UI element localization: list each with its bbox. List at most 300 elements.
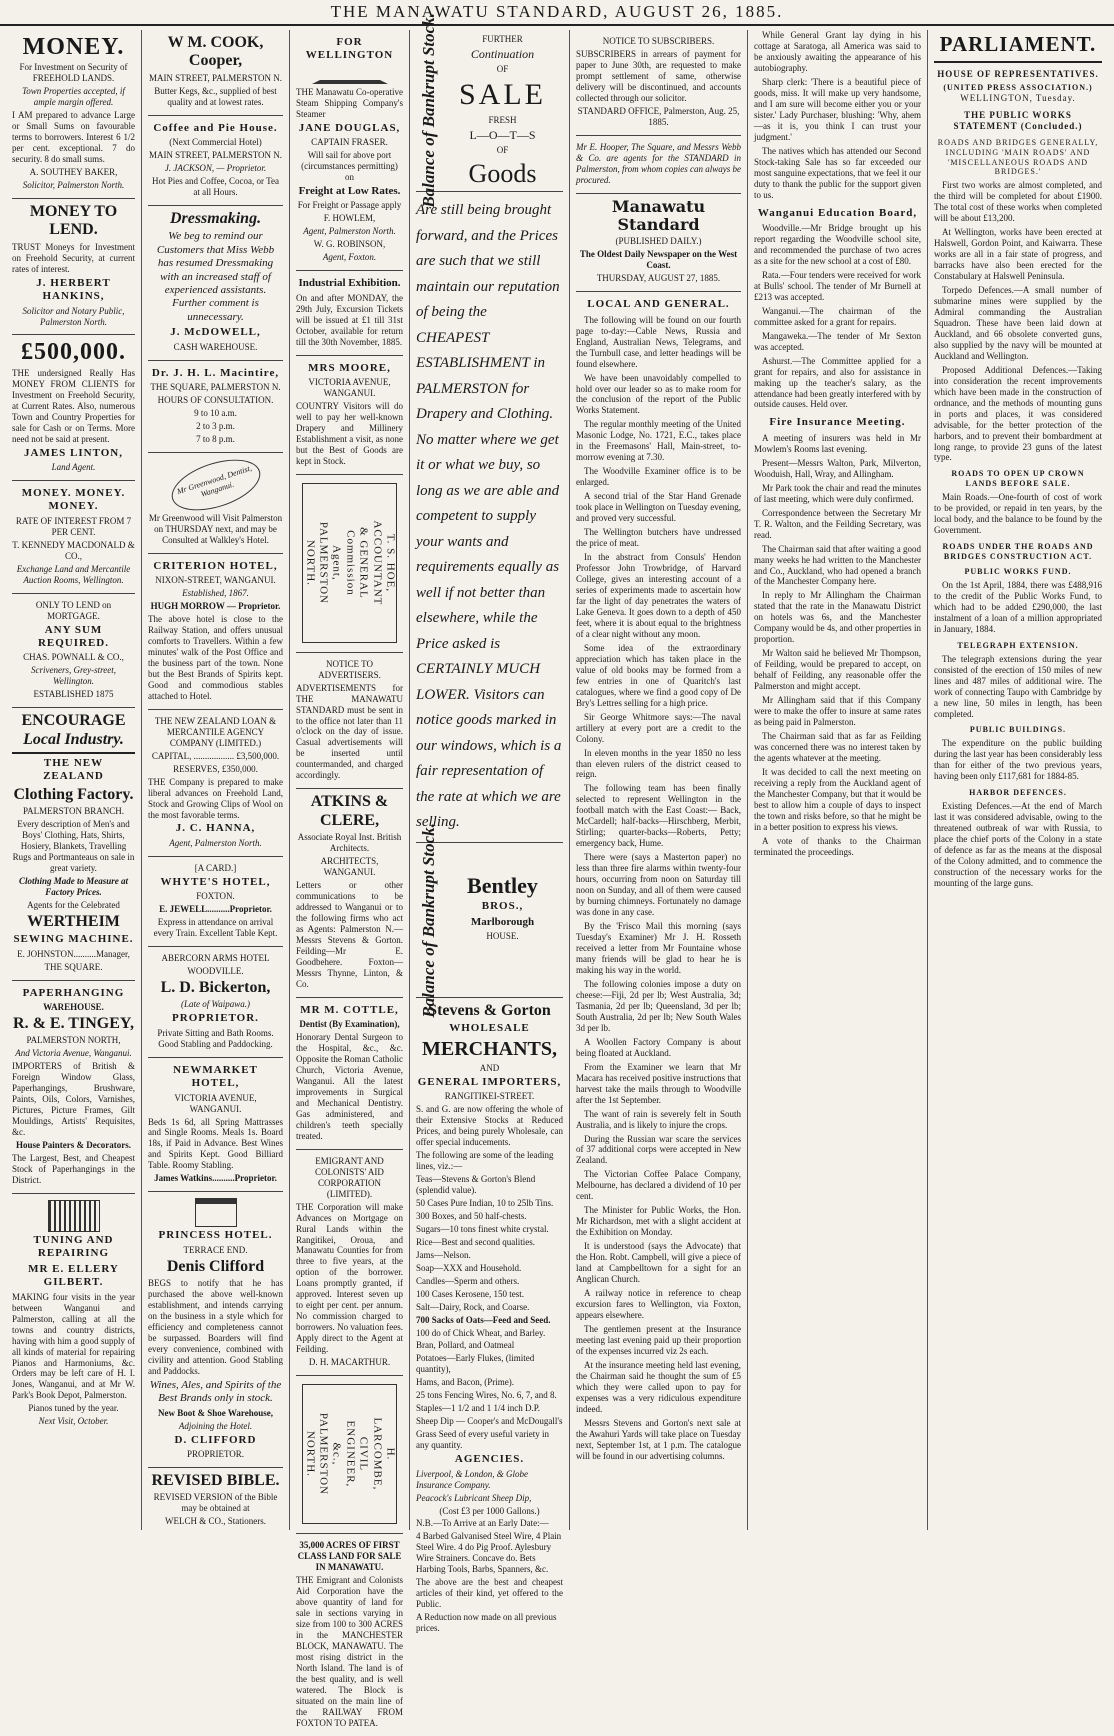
ad-subheading: (Late of Waipawa.) [181,999,250,1010]
list-item: Potatoes—Early Flukes, (limited quantity), [416,1353,535,1375]
ad-subheading: SEWING MACHINE. [13,933,134,946]
ad-emigrant-corp [296,1150,403,1376]
news-column [754,30,921,201]
ad-subheading: NIXON-STREET, WANGANUI. [155,575,276,586]
news-paragraph: Main Roads.—One-fourth of cost of work to be provided, or repaid in ten years, by the local body, and the balance to be found by the Government. [934,491,1102,535]
ad-subheading: Freight at Low Rates. [298,185,401,197]
news-column [934,801,1102,889]
ad-heading: Stevens & Gorton [428,1001,551,1019]
rotated-ad-box [302,483,397,643]
news-column [934,580,1102,635]
news-paragraph: It is understood (says the Advocate) that the Hon. Robt. Campbell, will give a piece of land at Campbelltown for a sight for an Anglican Church. [576,1241,741,1285]
ad-larcombe [296,1376,403,1534]
ad-text: Honorary Dental Surgeon to the Hospital, &c., &c. Opposite the Roman Catholic Church, Victoria Avenue, Wanganui. All the latest improvements in Surgical and Mechanical Dentistry. Gas administered, and children's teeth specially treated. [296,1032,403,1141]
ad-subheading: AGENCIES. [454,1453,525,1466]
ad-signature: E. JEWELL..........Proprietor. [159,904,272,915]
ad-signature-role: Solicitor and Notary Public, Palmerston North. [22,305,125,327]
section-title: PARLIAMENT. [939,32,1097,56]
ad-text: Adjoining the Hotel. [178,1420,253,1431]
ad-text: Butter Kegs, &c., supplied of best quality and at lowest rates. [154,85,277,107]
news-paragraph: A second trial of the Star Hand Grenade took place in Wellington on Tuesday evening, and proved very successful. [576,491,741,524]
column-5 [570,30,748,1530]
ad-heading: £500,000. [21,339,126,366]
ad-heading: EMIGRANT AND COLONISTS' AID CORPORATION (LIMITED). [315,1155,384,1199]
news-paragraph: Mr Park took the chair and read the minutes of last meeting, which were duly confirmed. [754,482,921,504]
ad-subheading: HOURS OF CONSULTATION. [157,394,274,405]
ad-signature: J. McDOWELL, [170,326,261,339]
news-paragraph: Proposed Additional Defences.—Taking into consideration the recent improvements which have been made in the construction of ordnance, and the methods of mounting guns in ports and places, it was considered advisable, for the better protection of the harbors, and to prevent their bombardment at long range, to provide 23 guns of the latest type. [934,364,1102,463]
ad-signature: CHAS. POWNALL & CO., [23,652,124,663]
list-item: 50 Cases Pure Indian, 10 to 25lb Tins. [416,1197,554,1208]
news-paragraph: The expenditure on the public building during the last year has been considerably less than for either of the two previous years, having been only £117,681 for 1884-85. [934,738,1102,782]
list-item: 4 Barbed Galvanised Steel Wire, 4 Plain Steel Wire. 4 do Pig Proof. Aylesbury Wire Strainers. Concave do. Bets Harbing Tools, Barbs, Spanners, &c. [416,1531,562,1575]
ad-text: For Freight or Passage apply [297,200,402,211]
section-subtitle: TELEGRAPH EXTENSION. [957,640,1079,650]
ad-signature-role: Exchange Land and Mercantile Auction Rooms, Wellington. [16,563,131,585]
ad-heading: THE NEW ZEALAND LOAN & MERCANTILE AGENCY COMPANY (LIMITED.) [154,715,277,748]
ad-pownall [12,594,135,709]
ad-subheading: RATE OF INTEREST FROM 7 PER CENT. [15,515,132,537]
ad-subheading: WHOLESALE [449,1022,530,1035]
column-1 [6,30,142,1530]
news-paragraph: Mangaweka.—The tender of Mr Sexton was accepted. [754,330,921,352]
ad-heading: Local Industry. [23,730,124,748]
ad-nz-loan [148,710,283,857]
ad-whytes-hotel [148,857,283,947]
ad-text: The Largest, Best, and Cheapest Stock of Paperhangings in the District. [12,1153,135,1186]
list-item: Salt—Dairy, Rock, and Coarse. [416,1301,530,1312]
news-paragraph: Mr Allingham said that if this Company were to make the offer to insure at same rates as being paid in Palmerston. [754,695,921,728]
ad-text: Are still being brought forward, and the Prices are such that we still maintain our reputation of being the CHEAPEST ESTABLISHMENT in PALMERSTON for Drapery and Clothing. No matter where we get it or what we buy, so long as we are able and competent to supply your wants and requirements equally as well if not better than elsewhere, while the Price asked is CERTAINLY MUCH LOWER. Visitors can notice goods marked in our windows, which is a fair representation of the rate at which we are selling. [416,202,562,831]
ad-cottle [296,998,403,1150]
ad-text: FURTHER [482,34,523,44]
ad-text: S. and G. are now offering the whole of their Extensive Stocks at Reduced Prices, and being purely Wholesale, can offer special inducements. [416,1104,563,1147]
ad-money-baker [12,30,135,199]
news-paragraph: The telegraph extensions during the year consisted of the erection of 150 miles of new lines and 487 miles of additional wire. The work of connecting Taupo with Cambridge by a new line, 50 miles in length, has been completed. [934,653,1102,719]
ad-signature-role: Agent, Palmerston North. [169,837,262,848]
news-paragraph: There were (says a Masterton paper) no less than three fire alarms within twenty-four hours, occurring from noon on Saturday till noon on Sunday, and all of them were caused by burning chimneys. Fortunately no damage was done in any case. [576,852,741,918]
ad-tingey [12,981,135,1194]
ad-heading: MONEY. MONEY. MONEY. [21,487,126,513]
column-7 [928,30,1108,1530]
ad-subheading: JANE DOUGLAS, [298,121,401,134]
ad-heading: SALE [459,77,546,111]
ad-heading: W M. COOK, [167,34,264,51]
ad-bentley-sale [416,13,563,209]
news-paragraph: Some idea of the extraordinary appreciation which has taken place in the value of old books may be formed from a few entries in one of Quaritch's last catalogues, where we find a good copy of De Bry's Lettres selling for a high price. [576,642,741,708]
news-paragraph: Torpedo Defences.—A small number of submarine mines were supplied by the Admiral commanding the Australian Squadron. These have been laid down at Auckland, and 66 obsolete converted guns, also supplied by the navy will be mounted at Auckland and Wellington. [934,284,1102,361]
list-item: Candles—Sperm and others. [416,1275,520,1286]
column-4 [410,13,570,1634]
news-paragraph: At the insurance meeting held last evening, the Chairman said he thought the sum of £5 which they were called upon to pay for expenses was a very ridiculous expenditure indeed. [576,1359,741,1414]
section-subtitle: THE PUBLIC WORKS STATEMENT (Concluded.) [953,110,1083,132]
ad-text: Beds 1s 6d, all Spring Mattrasses and Single Rooms. Meals 1s. Board 18s, if Paid in Advance. Best Wines and Spirits Kept. Good Billiard Table. Roomy Stabling. [148,1116,283,1171]
ad-newmarket [148,1058,283,1193]
list-item: Jams—Nelson. [416,1249,471,1260]
news-paragraph: First two works are almost completed, and the third will be completed for about £1900. The total cost of these works when completed will be about £13,200. [934,180,1102,224]
news-paragraph: By the 'Frisco Mail this morning (says Tuesday's Examiner) Mr J. H. Rosseth received a letter from Mr Fountaine whose many friends will be glad to hear he is making his way in the world. [576,921,741,975]
divider [12,752,135,754]
news-paragraph: While General Grant lay dying in his cottage at Saratoga, all America was said to be anxiously awaiting the appearance of his autobiography. [754,30,921,73]
list-item: 300 Boxes, and 50 half-chests. [416,1210,527,1221]
news-paragraph: In reply to Mr Allingham the Chairman stated that the rate in the Manawatu District on hotels was 6s, and the Manchester Company would be 4s, and other properties in proportion. [754,590,921,645]
ad-stevens-gorton [416,998,563,1641]
ad-text: I AM prepared to advance Large or Small Sums on favourable terms to borrowers. Interest 6 1/2 per cent. exceptional. 7 do security. 8 do small sums. [12,110,135,165]
ad-text: Mr Greenwood will Visit Palmerston on THURSDAY next, and may be Consulted at Walkley's Hotel. [148,512,283,545]
ad-signature: E. JOHNSTON..........Manager, [17,948,130,959]
ad-revised-bible [148,1468,283,1534]
ad-heading: ONLY TO LEND on MORTGAGE. [35,599,112,621]
ad-signature-role: PROPRIETOR. [186,1448,245,1459]
ad-text: We beg to remind our Customers that Miss Webb has resumed Dressmaking with an increased staff of experienced assistants. Further comment is unnecessary. [156,230,275,323]
ad-subheading: CAPTAIN FRASER. [311,137,388,148]
ad-heading: TUNING AND REPAIRING [33,1234,114,1260]
ad-heading: PRINCESS HOTEL. [158,1229,273,1242]
news-paragraph: Wanganui.—The chairman of the committee asked for a grant for repairs. [754,305,921,327]
list-item: Bran, Pollard, and Oatmeal [416,1340,515,1351]
ad-subheading: For Investment on Security of FREEHOLD LANDS. [19,62,128,84]
ad-heading: CRITERION HOTEL, [153,559,278,572]
ad-signature: JAMES LINTON, [24,446,123,459]
ad-heading: R. & E. TINGEY, [13,1015,134,1033]
ad-heading: WHYTE'S HOTEL, [160,875,271,888]
list-item: 100 Cases Kerosene, 150 test. [416,1288,524,1299]
ad-heading: MRS MOORE, [308,361,391,374]
ad-signature: J. JACKSON, — Proprietor. [164,163,267,174]
ad-subheading: Marlborough [470,915,535,928]
vertical-banner-left [416,822,442,1018]
news-paragraph: The Woodville Examiner office is to be enlarged. [576,466,741,488]
sale-announcement [442,32,563,189]
ad-heading: WERTHEIM [27,912,120,930]
ad-subheading: GENERAL IMPORTERS, [417,1075,562,1088]
news-paragraph: The natives which has attended our Second Stock-taking Sale has so far exceeded our most sanguine expectations, that we feel it our duty to thank the public for the support given to us. [754,145,921,200]
ad-dressmaking [148,206,283,361]
news-column [934,492,1102,536]
news-column [754,433,921,858]
ad-atkins-clere [296,789,403,997]
list-item: Teas—Stevens & Gorton's Blend (splendid value). [416,1173,536,1195]
ad-criterion-hotel [148,554,283,710]
news-paragraph: A Woollen Factory Company is about being floated at Auckland. [576,1036,741,1058]
ad-kennedy [12,481,135,594]
steamship-illustration [312,66,388,84]
ad-subheading: MAIN STREET, PALMERSTON N. [148,150,283,161]
news-paragraph: From the Examiner we learn that Mr Macara has received positive instructions that harvest take the mails through to Woodville after the 1st September. [576,1061,741,1105]
section-subtitle: PUBLIC WORKS FUND. [964,567,1072,577]
news-paragraph: The Minister for Public Works, the Hon. Mr Richardson, met with a slight accident at the Exhibition on Monday. [576,1205,741,1238]
news-paragraph: We have been unavoidably compelled to hold over our leader so as to make room for the conclusion of the report of the Public Works Statement. [576,372,741,416]
ad-text: OF [496,144,509,155]
ad-heading: FOR WELLINGTON [305,36,394,62]
list-item: 700 Sacks of Oats—Feed and Seed. [416,1314,551,1325]
news-paragraph: A meeting of insurers was held in Mr Mowlem's Rooms last evening. [754,432,921,454]
ad-heading: ABERCORN ARMS HOTEL [161,953,270,964]
ad-text: 7 to 8 p.m. [196,433,235,444]
ad-text: Mr E. Hooper, The Square, and Messrs Webb & Co. are agents for the STANDARD in Palmerston, from whom copies can always be procured. [576,141,741,185]
rotated-ad-box [302,1384,397,1524]
ad-jane-douglas [296,30,403,271]
ad-manchester-block [296,1534,403,1735]
ad-notice-advertisers [296,653,403,790]
ad-footer: ESTABLISHED 1875 [33,689,114,700]
section-subtitle: ROADS TO OPEN UP CROWN LANDS BEFORE SALE. [951,469,1085,489]
news-paragraph: The Victorian Coffee Palace Company, Melbourne, has declared a dividend of 10 per cent. [576,1169,741,1202]
ad-signature: HUGH MORROW — Proprietor. [150,601,281,612]
ad-subheading: HOUSE. [486,931,519,942]
ad-cook [148,30,283,116]
ad-subheading: (PUBLISHED DAILY.) [615,236,702,247]
rotated-ad-text: T. S. HOE, ACCOUNTANT & GENERAL Commission Agent, PALMERSTON NORTH. [303,520,397,606]
ad-heading: MONEY. [22,34,125,60]
divider [934,61,1102,63]
ad-subheading: (Next Commercial Hotel) [169,137,262,148]
ad-subheading: THE NEW ZEALAND [43,757,104,783]
ad-mrs-moore [296,356,403,475]
news-column [576,315,741,1462]
news-paragraph: At Wellington, works have been erected at Halswell, Gordon Point, and Kaiwarra. These works are all in a fair state of progress, and barracks have also been erected for the Constabulary at Halswell Peninsula. [934,227,1102,281]
ad-heading: NOTICE TO SUBSCRIBERS. [602,36,715,46]
ad-heading: REVISED BIBLE. [151,1471,280,1489]
ad-text: Agents for the Celebrated [27,900,120,911]
paper-nameplate [576,194,741,293]
ad-text: BEGS to notify that he has purchased the above well-known establishment, and intends carrying on the business in a style which for efficiency and completeness cannot be surpassed. Boarders will find every convenience, combined with civility and attention. Good Stabling and Paddocks. [148,1278,283,1376]
newspaper-nameplate: Manawatu Standard [611,196,706,235]
list-item: Staples—1 1/2 and 1 1/4 inch D.P. [416,1403,540,1414]
ad-subheading: Established, 1867. [182,588,249,599]
ad-text: Next Visit, October. [38,1416,109,1427]
news-paragraph: A railway notice in reference to cheap excursion fares to Wellington, via Foxton, appears elsewhere. [576,1288,741,1321]
ad-subheading: MR E. ELLERY GILBERT. [28,1262,119,1289]
ad-ts-hoe [296,475,403,653]
ad-signature: STANDARD OFFICE, Palmerston, Aug. 25, 1885. [577,105,740,127]
news-paragraph: It was decided to call the next meeting on receiving a reply from the Auckland agent of the Manchester Company, but that it would be best to allow him a couple of days to inspect the town and risks before, so that he might be in a better position to express his views. [754,766,921,832]
news-paragraph: The following team has been finally selected to represent Wellington in the football match with the East Coast:— Back, McCardell; half-backs—Hirschberg, Merbit, Stirling; quarter-backs—Roberts, Petty; emergency back, Hume. [576,783,741,849]
ad-heading: L. D. Bickerton, [160,979,271,997]
vertical-banner-text: Balance of Bankrupt Stock. [418,13,438,209]
ad-heading: ATKINS & CLERE, [310,793,389,829]
ad-signature: J. C. HANNA, [175,822,256,835]
ad-greenwood [148,453,283,554]
ad-text: On and after MONDAY, the 29th July, Excursion Tickets will be issued at £1 till 31st October, available for return till the 30th November, 1885. [296,292,403,347]
ad-coffee-house [148,116,283,206]
ad-heading: Bentley [467,872,538,898]
ad-bentley-script [416,192,563,843]
ad-text: And Victoria Avenue, Wanganui. [15,1048,132,1059]
news-column [754,223,921,411]
ad-subheading: ARCHITECTS, WANGANUI. [320,856,379,877]
ad-text: Private Sitting and Bath Rooms. Good Stabling and Paddocking. [157,1027,274,1049]
news-paragraph: The Chairman said that as far as Feilding was concerned there was no interest taken by the agents whatever at the meeting. [754,731,921,763]
ad-text: SUBSCRIBERS in arrears of payment for paper to June 30th, are requested to make prompt settlement of same, otherwise delivery will be discontinued, and accounts collected through our solicitor. [576,48,741,103]
ad-signature: D. H. MACARTHUR. [308,1357,391,1368]
ad-text: Hot Pies and Coffee, Cocoa, or Tea at all Hours. [151,176,279,197]
ad-signature: J. HERBERT HANKINS, [36,276,111,303]
ad-text: Clothing Made to Measure at Factory Prices. [18,876,128,898]
ad-text: Pianos tuned by the year. [28,1403,119,1414]
ad-subheading: TERRACE END. [183,1244,248,1255]
ad-subheading: Associate Royal Inst. British Architects. [297,832,402,854]
ad-subheading: WOODVILLE. [187,966,244,977]
ad-text: 9 to 10 a.m. [194,407,237,418]
ad-text: CAPITAL, .................. £3,500,000. [151,750,280,761]
ad-heading: MONEY TO LEND. [29,203,118,239]
news-paragraph: Messrs Stevens and Gorton's next sale at the Awahuri Yards will take place on Tuesday next, September 1st, at 1 p.m. The catalogue will be found in our advertising columns. [576,1417,741,1461]
ad-linton [12,335,135,481]
list-item: 100 do of Chick Wheat, and Barley. [416,1327,546,1338]
ad-heading: Dressmaking. [169,209,262,227]
ad-signature-role: Scriveners, Grey-street, Wellington. [30,665,117,687]
section-heading: Wanganui Education Board, [757,206,918,219]
ad-gilbert [12,1194,135,1434]
ad-subheading: [A CARD.] [194,862,237,873]
ad-subheading: FOXTON. [196,891,235,902]
rotated-ad-text: H. LARCOMBE, CIVIL ENGINEER, &c., PALMERSTON NORTH. [303,1413,397,1496]
ad-subheading: BROS., [481,900,524,913]
list-item: (Cost £3 per 1000 Gallons.) [439,1505,540,1516]
news-paragraph: Sharp clerk: 'There is a beautiful piece of goods, miss. It will make up very handsome, and I am sure will become either you or your sister.' Lady Purchaser, blushing: 'Why, ahem—as it is, you think I can trust your judgment.' [754,76,921,142]
ad-text: THE Emigrant and Colonists Aid Corporation have the above quantity of land for sale in sections varying in size from 100 to 300 ACRES in the MANCHESTER BLOCK, MANAWATU. The most rising district in the North Island. The land is of the best quality, and is well watered. The Block is situated on the main line of the RAILWAY FROM FOXTON TO PATEA. [296,1575,403,1728]
news-paragraph: Correspondence between the Secretary Mr T. R. Walton, and the Feilding Secretary, was read. [754,507,921,540]
section-subtitle: WELLINGTON, Tuesday. [960,93,1076,104]
column-3 [290,30,410,1728]
ad-text: IMPORTERS of British & Foreign Window Glass, Paperhangings, Brushware, Paints, Oils, Colors, Varnishes, Pictures, Picture Frames, Gilt Mouldings, Artists' Requisites, &c. [12,1061,135,1138]
news-paragraph: Present—Messrs Walton, Park, Milverton, Wooduish, Hall, Wray, and Allingham. [754,457,921,479]
ad-text: Wines, Ales, and Spirits of the Best Brands only in stock. [149,1378,282,1405]
section-subtitle: PUBLIC BUILDINGS. [969,725,1067,735]
section-subtitle: HOUSE OF REPRESENTATIVES. [937,68,1099,79]
ad-text: THE Company is prepared to make liberal advances on Freehold Land, Stock and Growing Clips of Wool on the most favorable terms. [148,776,283,820]
news-paragraph: The regular monthly meeting of the United Masonic Lodge, No. 1721, E.C., takes place in the Freemasons' Hall, Main-street, to-morrow evening at 7.30. [576,419,741,463]
ad-text: THE Corporation will make Advances on Mortgage on Rural Lands within the Rangitikei, Oroua, and Manawatu Counties for from three to five years, at the option of the borrower. Loans promptly granted, if approved. Interest seven up to eight per cent. per annum. No commission charged to borrowers. No valuation fees. Apply direct to the Agent at Feilding. [296,1201,403,1355]
ad-heading: Goods [468,158,537,188]
ad-text: FRESH [488,115,517,126]
ad-subheading: WAREHOUSE. [43,1002,104,1013]
section-subtitle: ROADS UNDER THE ROADS AND BRIDGES CONSTRUCTION ACT. [942,541,1094,561]
ad-text: The above are the best and cheapest articles of their kind, yet offered to the Public. [416,1577,563,1610]
ad-text: The above hotel is close to the Railway Station, and offers unusual comforts to Travellers. Within a few minutes' walk of the Post Office and the business part of the town. None but the Best Brands of Spirits kept. Good and commodious stables attached to Hotel. [148,614,283,701]
ad-text: The Oldest Daily Newspaper on the West Coast. [579,249,738,271]
ad-text: L—O—T—S [469,128,536,143]
ad-signature-role: THE SQUARE. [44,961,103,972]
list-item: Hams, and Bacon, (Prime). [416,1377,514,1388]
news-column [934,180,1102,463]
news-paragraph: On the 1st April, 1884, there was £488,916 to the credit of the Public Works Fund, to which had to be added £290,000, the last instalment of a loan of a million appropriated in January, 1884. [934,580,1102,634]
ad-text: REVISED VERSION of the Bible may be obtained at [153,1492,278,1514]
ad-heading: MR M. COTTLE, [300,1003,399,1016]
list-item: Soap—XXX and Household. [416,1262,522,1273]
piano-illustration [48,1200,100,1232]
news-paragraph: Woodville.—Mr Bridge brought up his report regarding the Woodville school site, and recommended the purchase of two acres as a site for the new school at a cost of £80. [754,222,921,266]
ad-clothing-factory [12,708,135,980]
ad-text: MAKING four visits in the year between Wanganui and Palmerston, calling at all the towns and country districts, having with him a good supply of all kinds of material for repairing Pianos and Harmoniums, &c. Orders may be left care of H. I. Jones, Wanganui, and at Mr W. Park's Book Depot, Palmerston. [12,1291,135,1401]
ad-text: 2 to 3 p.m. [196,420,235,431]
page-columns [6,13,1108,1728]
ad-text: RESERVES, £350,000. [173,763,258,774]
ad-subheading: AND [479,1062,500,1073]
ad-subheading: RANGITIKEI-STREET. [444,1091,535,1102]
firm-name [442,845,563,995]
news-paragraph: The want of rain is severely felt in South Australia, and is likely to injure the crops. [576,1108,741,1130]
ad-text: A Reduction now made on all previous prices. [416,1612,557,1634]
ad-subheading: MAIN STREET, PALMERSTON N. [148,72,283,83]
ad-heading: Cooper, [188,52,243,70]
ad-text: COUNTRY Visitors will do well to pay her well-known Drapery and Millinery Establishment a visit, as none but the Best of Goods are kept in Stock. [296,400,403,466]
ad-money-to-lend [12,199,135,335]
ad-text: Express in attendance on arrival every Train. Excellent Table Kept. [153,917,278,939]
ad-signature-role: Land Agent. [51,462,96,473]
section-subtitle: (UNITED PRESS ASSOCIATION.) [943,82,1093,92]
ad-signature-role: Agent, Foxton. [322,252,377,263]
list-item: N.B.—To Arrive at an Early Date:— [416,1518,549,1529]
ad-subheading: House Painters & Decorators. [16,1140,131,1151]
list-item: Sheep Dip — Cooper's and McDougall's [416,1416,563,1427]
ad-macintire [148,361,283,453]
list-item: 25 tons Fencing Wires, No. 6, 7, and 8. [416,1390,557,1401]
ad-text: THE Manawatu Co-operative Steam Shipping Company's Steamer [296,86,403,119]
ad-subheading: THE SQUARE, PALMERSTON N. [150,381,281,392]
ad-heading: Clothing Factory. [13,785,134,803]
ad-heading: NOTICE TO ADVERTISERS. [318,658,381,680]
ad-heading: Denis Clifford [166,1257,265,1275]
section-heading: LOCAL AND GENERAL. [587,298,730,311]
ad-heading: ENCOURAGE [21,712,126,730]
vertical-banner-left [416,13,442,209]
ad-subheading: New Boot & Shoe Warehouse, [158,1407,273,1418]
ad-signature: F. HOWLEM, [323,213,376,224]
ad-signature: T. KENNEDY MACDONALD & CO., [12,539,135,561]
ad-signature: James Watkins..........Proprietor. [154,1173,277,1184]
building-illustration [195,1198,237,1227]
ad-text: ADVERTISEMENTS for THE MANAWATU STANDARD must be sent in to the office not later than 11 o'clock on the day of issue. Casual advertisements will be inserted until countermanded, and charged accordingly. [296,682,403,781]
news-paragraph: The Chairman said that after waiting a good many weeks he had written to the Manchester and Co., Auckland, who had opened a branch of the Manchester Company here. [754,543,921,587]
ad-subheading: VICTORIA AVENUE, WANGANUI. [308,376,391,398]
section-heading: Fire Insurance Meeting. [769,416,906,429]
ad-signature-role: Agent, Palmerston North. [303,226,396,237]
section-subtitle: HARBOR DEFENCES. [969,788,1067,798]
ad-text: PALMERSTON NORTH, [26,1035,121,1046]
agents-note [576,136,741,194]
ad-subheading: PALMERSTON BRANCH. [22,806,125,817]
column-6 [748,30,928,1530]
ad-text: The following are some of the leading lines, viz.:— [416,1149,554,1171]
ad-text: Town Properties accepted, if ample margin offered. [22,86,125,108]
ad-signature: D. CLIFFORD [174,1433,257,1446]
notice-subscribers [576,30,741,136]
ad-signature: W. G. ROBINSON, [313,239,386,250]
list-item: Liverpool, & London, & Globe Insurance Company. [416,1468,528,1490]
list-item: Grass Seed of every useful variety in any quantity. [416,1429,549,1451]
news-paragraph: In eleven months in the year 1850 no less than eleven rulers of the district ceased to reign. [576,747,741,780]
ad-subheading: ANY SUM REQUIRED. [37,623,110,649]
ad-princess-hotel [148,1192,283,1468]
news-paragraph: Rata.—Four tenders were received for work at Bulls' school. The tender of Mr Burnell at £213 was accepted. [754,269,921,302]
news-paragraph: In the abstract from Consuls' Hendon Professor John Trowbridge, of Harvard College, gives an interesting account of a series of experiments made to ascertain how far the light of day penetrates the waters of Lake Geneva. It goes down to a depth of 450 feet, where it is about equal to the brightness of a clear night without any moon. [576,552,741,639]
list-item: Rice—Best and second qualities. [416,1236,535,1247]
ad-heading: MERCHANTS, [421,1037,557,1060]
news-paragraph: The following colonies impose a duty on cheese:—Fiji, 2d per lb; West Australia, 3d; Tasmania, 2d per lb; Queensland, 3d per lb; South Australia, 2d per lb; New South Wales 3d per lb. [576,978,741,1033]
news-paragraph: The gentlemen present at the Insurance meeting last evening paid up their proportion of the expenses incurred viz 2s each. [576,1324,741,1356]
ad-heading: Coffee and Pie House. [153,121,278,134]
newspaper-title: THE MANAWATU STANDARD, AUGUST 26, 1885. [330,2,784,21]
list-item: Sugars—10 tons finest white crystal. [416,1223,549,1234]
ad-signature-role: CASH WAREHOUSE. [173,341,258,352]
ad-subheading: Dentist (By Examination), [299,1019,400,1030]
ad-text: THE undersigned Really Has MONEY FROM CLIENTS for Investment on Freehold Security, at Current Rates. Also, numerous Town and Country Properties for sale for Cash or on Terms. More need not be said at present. [12,367,135,444]
ad-text: Every description of Men's and Boys' Clothing, Hats, Shirts, Hosiery, Blankets, Travelling Rugs and Portmanteaus on sale in great variety. [12,819,135,874]
ad-heading: NEWMARKET HOTEL, [173,1063,258,1090]
issue-date: THURSDAY, AUGUST 27, 1885. [596,273,721,284]
